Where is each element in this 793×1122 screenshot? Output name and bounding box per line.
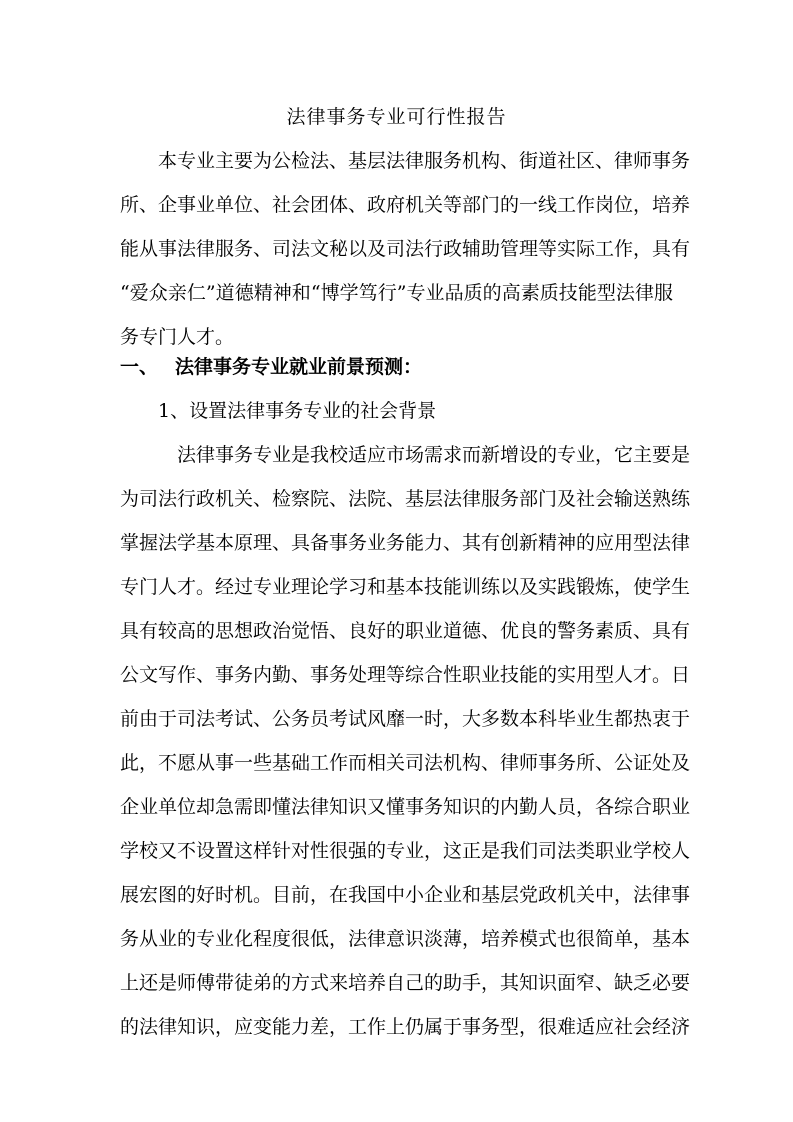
intro-line: 能从事法律服务、司法文秘以及司法行政辅助管理等实际工作，具有 — [120, 238, 691, 260]
document-title: 法律事务专业可行性报告 — [286, 106, 507, 128]
body-line: 展宏图的好时机。目前，在我国中小企业和基层党政机关中，法律事 — [120, 884, 691, 906]
body-line: 学校又不设置这样针对性很强的专业，这正是我们司法类职业学校人 — [120, 840, 691, 862]
body-line: 公文写作、事务内勤、事务处理等综合性职业技能的实用型人才。日 — [120, 664, 691, 686]
body-line: 务从业的专业化程度很低，法律意识淡薄，培养模式也很简单，基本 — [120, 928, 691, 950]
intro-line: 本专业主要为公检法、基层法律服务机构、街道社区、律师事务 — [158, 150, 691, 172]
body-line: 专门人才。经过专业理论学习和基本技能训练以及实践锻炼，使学生 — [120, 576, 691, 598]
body-line: 具有较高的思想政治觉悟、良好的职业道德、优良的警务素质、具有 — [120, 620, 691, 642]
body-line: 法律事务专业是我校适应市场需求而新增设的专业，它主要是 — [177, 444, 691, 466]
body-line: 上还是师傅带徒弟的方式来培养自己的助手，其知识面窄、缺乏必要 — [120, 972, 691, 994]
intro-line: 务专门人才。 — [120, 326, 235, 348]
section-number: 一、 — [120, 356, 159, 378]
body-line: 的法律知识，应变能力差，工作上仍属于事务型，很难适应社会经济 — [120, 1016, 691, 1038]
body-line: 企业单位却急需即懂法律知识又懂事务知识的内勤人员，各综合职业 — [120, 796, 691, 818]
body-line: 掌握法学基本原理、具备事务业务能力、其有创新精神的应用型法律 — [120, 532, 691, 554]
section-title: 法律事务专业就业前景预测： — [175, 356, 423, 378]
intro-line: “爱众亲仁”道德精神和“博学笃行”专业品质的高素质技能型法律服 — [120, 282, 673, 304]
subsection-heading: 1、设置法律事务专业的社会背景 — [158, 400, 437, 422]
section-heading — [120, 352, 422, 382]
body-line: 前由于司法考试、公务员考试风靡一时，大多数本科毕业生都热衷于 — [120, 708, 691, 730]
body-line: 此，不愿从事一些基础工作而相关司法机构、律师事务所、公证处及 — [120, 752, 691, 774]
body-line: 为司法行政机关、检察院、法院、基层法律服务部门及社会输送熟练 — [120, 488, 691, 510]
intro-line: 所、企事业单位、社会团体、政府机关等部门的一线工作岗位，培养 — [120, 194, 691, 216]
